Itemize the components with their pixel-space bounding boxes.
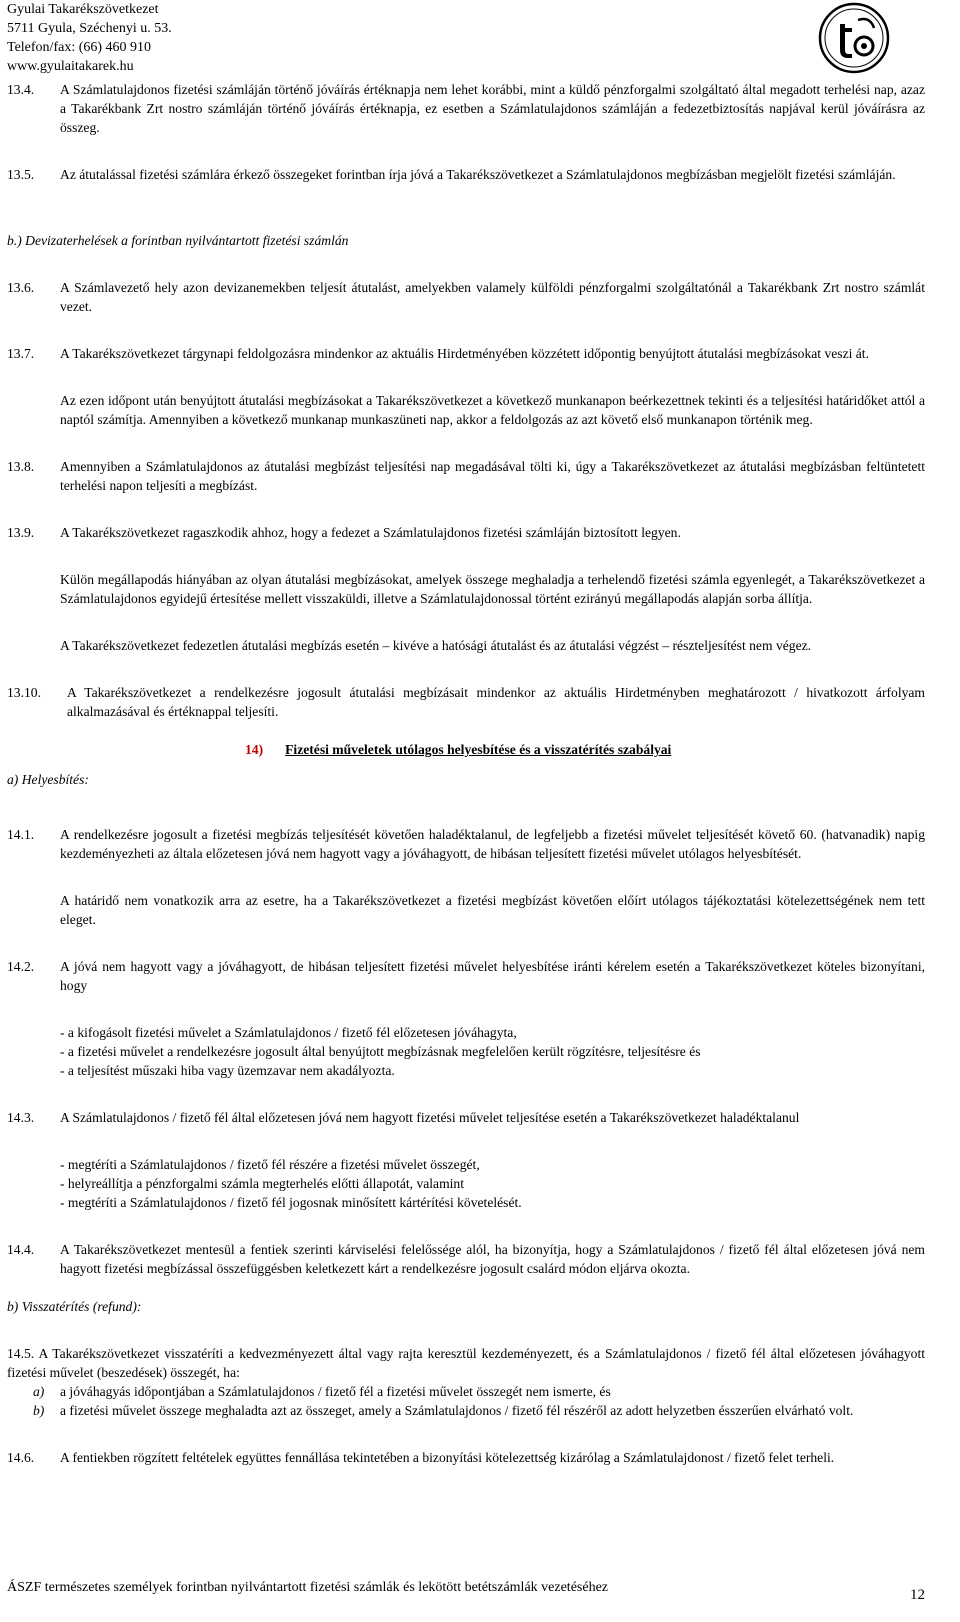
paragraph-text: A rendelkezésre jogosult a fizetési megbízás teljesítését követően haladéktalanul, de legfeljebb a fizetési művelet teljesítését követő 60. (hatvanadik) napig kezdeményezheti az általa előzetesen jóvá nem hagyott vagy a jóváhagyott, de hibásan teljesített fizetési művelet utólagos helyesbítését. (60, 827, 925, 861)
paragraph-text: Amennyiben a Számlatulajdonos az átutalási megbízást teljesítési nap megadásával tölti ki, úgy a Takarékszövetkezet az átutalási megbízásban feltüntetett terhelési napon teljesíti a megbízást. (60, 459, 925, 493)
paragraph-13-10 (7, 683, 925, 721)
paragraph-13-9 (7, 523, 925, 542)
paragraph-number: 14.6. (7, 1450, 35, 1465)
paragraph-14-1-cont: A határidő nem vonatkozik arra az esetre, ha a Takarékszövetkezet a fizetési megbízást követően előírt utólagos tájékoztatási kötelezettségének nem tett eleget. (60, 893, 925, 927)
list-item: - helyreállítja a pénzforgalmi számla megterhelés előtti állapotát, valamint (60, 1176, 465, 1191)
paragraph-text: A jóvá nem hagyott vagy a jóváhagyott, de hibásan teljesített fizetési művelet helyesbítése iránti kérelem esetén a Takarékszövetkezet köteles bizonyítani, hogy (60, 959, 925, 993)
section-heading (245, 740, 671, 759)
list-item: - a teljesítést műszaki hiba vagy üzemzavar nem akadályozta. (60, 1063, 395, 1078)
paragraph-14-6 (7, 1448, 925, 1467)
list-14-2 (7, 1023, 925, 1080)
list-item: - megtéríti a Számlatulajdonos / fizető fél jogosnak minősített kártérítési követelését. (60, 1195, 522, 1210)
paragraph-number: 13.4. (7, 82, 35, 97)
paragraph-number: 13.8. (7, 459, 35, 474)
paragraph-number: 13.5. (7, 167, 35, 182)
paragraph-14-1 (7, 825, 925, 863)
takarek-logo-icon (818, 2, 890, 74)
paragraph-14-4 (7, 1240, 925, 1278)
paragraph-number: 13.9. (7, 525, 35, 540)
condition-a (7, 1382, 925, 1401)
document-body (7, 80, 925, 1467)
paragraph-text: A Takarékszövetkezet a rendelkezésre jogosult átutalási megbízásait mindenkor az aktuális Hirdetményben meghatározott / hivatkozott árfolyam alkalmazásával és értéknappal teljesíti. (67, 685, 925, 719)
section-14-title (7, 740, 925, 787)
paragraph-14-5 (7, 1344, 925, 1382)
paragraph-13-9-cont: Külön megállapodás hiányában az olyan átutalási megbízásokat, amelyek összege meghaladja a terhelendő fizetési számla egyenlegét, a Takarékszövetkezet a Számlatulajdonos egyidejű értesítése mellett visszaküldi, illetve a Számlatulajdonossal történt ezirányú megállapodás alapján sorba állítja. (60, 572, 925, 606)
paragraph-number: 14.4. (7, 1242, 35, 1257)
label-visszateritese: b) Visszatérítés (refund): (7, 1299, 142, 1314)
paragraph-13-6 (7, 278, 925, 316)
paragraph-text: Az átutalással fizetési számlára érkező összegeket forintban írja jóvá a Takarékszövetkezet a Számlatulajdonos megbízásban megjelölt fizetési számláján. (60, 167, 896, 182)
paragraph-13-9-cont2: A Takarékszövetkezet fedezetlen átutalási megbízás esetén – kivéve a hatósági átutalást és az átutalási végzést – részteljesítést nem végez. (60, 638, 812, 653)
paragraph-text: A Takarékszövetkezet visszatéríti a kedvezményezett által vagy rajta keresztül kezdeményezett, és a Számlatulajdonos / fizető fél által előzetesen jóváhagyott fizetési művelet (beszedések) összegét, ha: (7, 1346, 925, 1380)
paragraph-text: A Számlatulajdonos fizetési számláján történő jóváírás értéknapja nem lehet korábbi, mint a küldő pénzforgalmi szolgáltató által megadott terhelési nap, azaz a Takarékbank Zrt nostro számláján történő jóváírás értéknapja, ez esetben a Számlatulajdonos számláján a fedezetbiztosítás napjával kerül jóváírásra az összeg. (60, 82, 925, 135)
list-item: - a fizetési művelet a rendelkezésre jogosult által benyújtott megbízásnak megfelelően került rögzítésre, teljesítésre és (60, 1044, 701, 1059)
paragraph-13-8 (7, 457, 925, 495)
paragraph-14-2 (7, 957, 925, 995)
org-address: 5711 Gyula, Széchenyi u. 53. (7, 21, 172, 36)
org-phone: Telefon/fax: (66) 460 910 (7, 40, 152, 55)
paragraph-number: 13.6. (7, 280, 35, 295)
condition-text: a jóváhagyás időpontjában a Számlatulajdonos / fizető fél a fizetési művelet összegét nem ismerte, és (60, 1384, 611, 1399)
org-name: Gyulai Takarékszövetkezet (7, 2, 159, 17)
paragraph-13-7-cont: Az ezen időpont után benyújtott átutalási megbízásokat a Takarékszövetkezet a következő munkanapon beérkezettnek tekinti és a teljesítési határidőket attól a naptól számítja. Amennyiben a következő munkanap munkaszüneti nap, akkor a feldolgozás az azt követő első munkanapon történik meg. (60, 393, 925, 427)
paragraph-14-3 (7, 1108, 925, 1127)
page-number: 12 (910, 1587, 925, 1603)
section-number: 14) (245, 742, 264, 757)
label-helyesbites: a) Helyesbítés: (7, 772, 89, 787)
condition-key: b) (33, 1403, 45, 1418)
paragraph-text: A fentiekben rögzített feltételek együttes fennállása tekintetében a bizonyítási kötelezettség kizárólag a Számlatulajdonost / fizető felet terheli. (60, 1450, 835, 1465)
paragraph-number: 14.2. (7, 959, 35, 974)
condition-key: a) (33, 1384, 45, 1399)
paragraph-number: 14.5. (7, 1346, 35, 1361)
paragraph-13-5 (7, 165, 925, 184)
org-web: www.gyulaitakarek.hu (7, 59, 134, 74)
paragraph-text: A Számlavezető hely azon devizanemekben teljesít átutalást, amelyekben valamely külföldi pénzforgalmi szolgáltatónál a Takarékbank Zrt nostro számlát vezet. (60, 280, 925, 314)
paragraph-number: 14.3. (7, 1110, 35, 1125)
list-item: - megtéríti a Számlatulajdonos / fizető fél részére a fizetési művelet összegét, (60, 1157, 480, 1172)
paragraph-text: A Takarékszövetkezet tárgynapi feldolgozásra mindenkor az aktuális Hirdetményében közzétett időpontig benyújtott átutalási megbízásokat veszi át. (60, 346, 869, 361)
paragraph-number: 13.7. (7, 346, 35, 361)
subsection-heading-b: b.) Devizaterhelések a forintban nyilvántartott fizetési számlán (7, 233, 349, 248)
paragraph-13-4 (7, 80, 925, 137)
list-item: - a kifogásolt fizetési művelet a Számlatulajdonos / fizető fél előzetesen jóváhagyta, (60, 1025, 517, 1040)
paragraph-text: A Takarékszövetkezet mentesül a fentiek szerinti kárviselési felelőssége alól, ha bizonyítja, hogy a Számlatulajdonos / fizető fél által előzetesen jóvá nem hagyott fizetési megbízással összefüggésben keletkezett kárt a rendelkezésre jogosult csalárd módon eljárva okozta. (60, 1242, 925, 1276)
letterhead (7, 0, 172, 76)
condition-text: a fizetési művelet összege meghaladta azt az összeget, amely a Számlatulajdonos / fizető fél részéről az adott helyzetben ésszerűen elvárható volt. (60, 1403, 854, 1418)
condition-b (7, 1401, 925, 1420)
footer-text: ÁSZF természetes személyek forintban nyilvántartott fizetési számlák és lekötött betétszámlák vezetéséhez (7, 1580, 608, 1595)
list-14-3 (7, 1155, 925, 1212)
page-footer (7, 1578, 925, 1608)
paragraph-13-7 (7, 344, 925, 363)
paragraph-text: A Takarékszövetkezet ragaszkodik ahhoz, hogy a fedezet a Számlatulajdonos fizetési számláján biztosított legyen. (60, 525, 681, 540)
section-title: Fizetési műveletek utólagos helyesbítése és a visszatérítés szabályai (285, 742, 672, 757)
paragraph-number: 13.10. (7, 685, 41, 700)
paragraph-number: 14.1. (7, 827, 35, 842)
paragraph-text: A Számlatulajdonos / fizető fél által előzetesen jóvá nem hagyott fizetési művelet teljesítése esetén a Takarékszövetkezet haladéktalanul (60, 1110, 800, 1125)
